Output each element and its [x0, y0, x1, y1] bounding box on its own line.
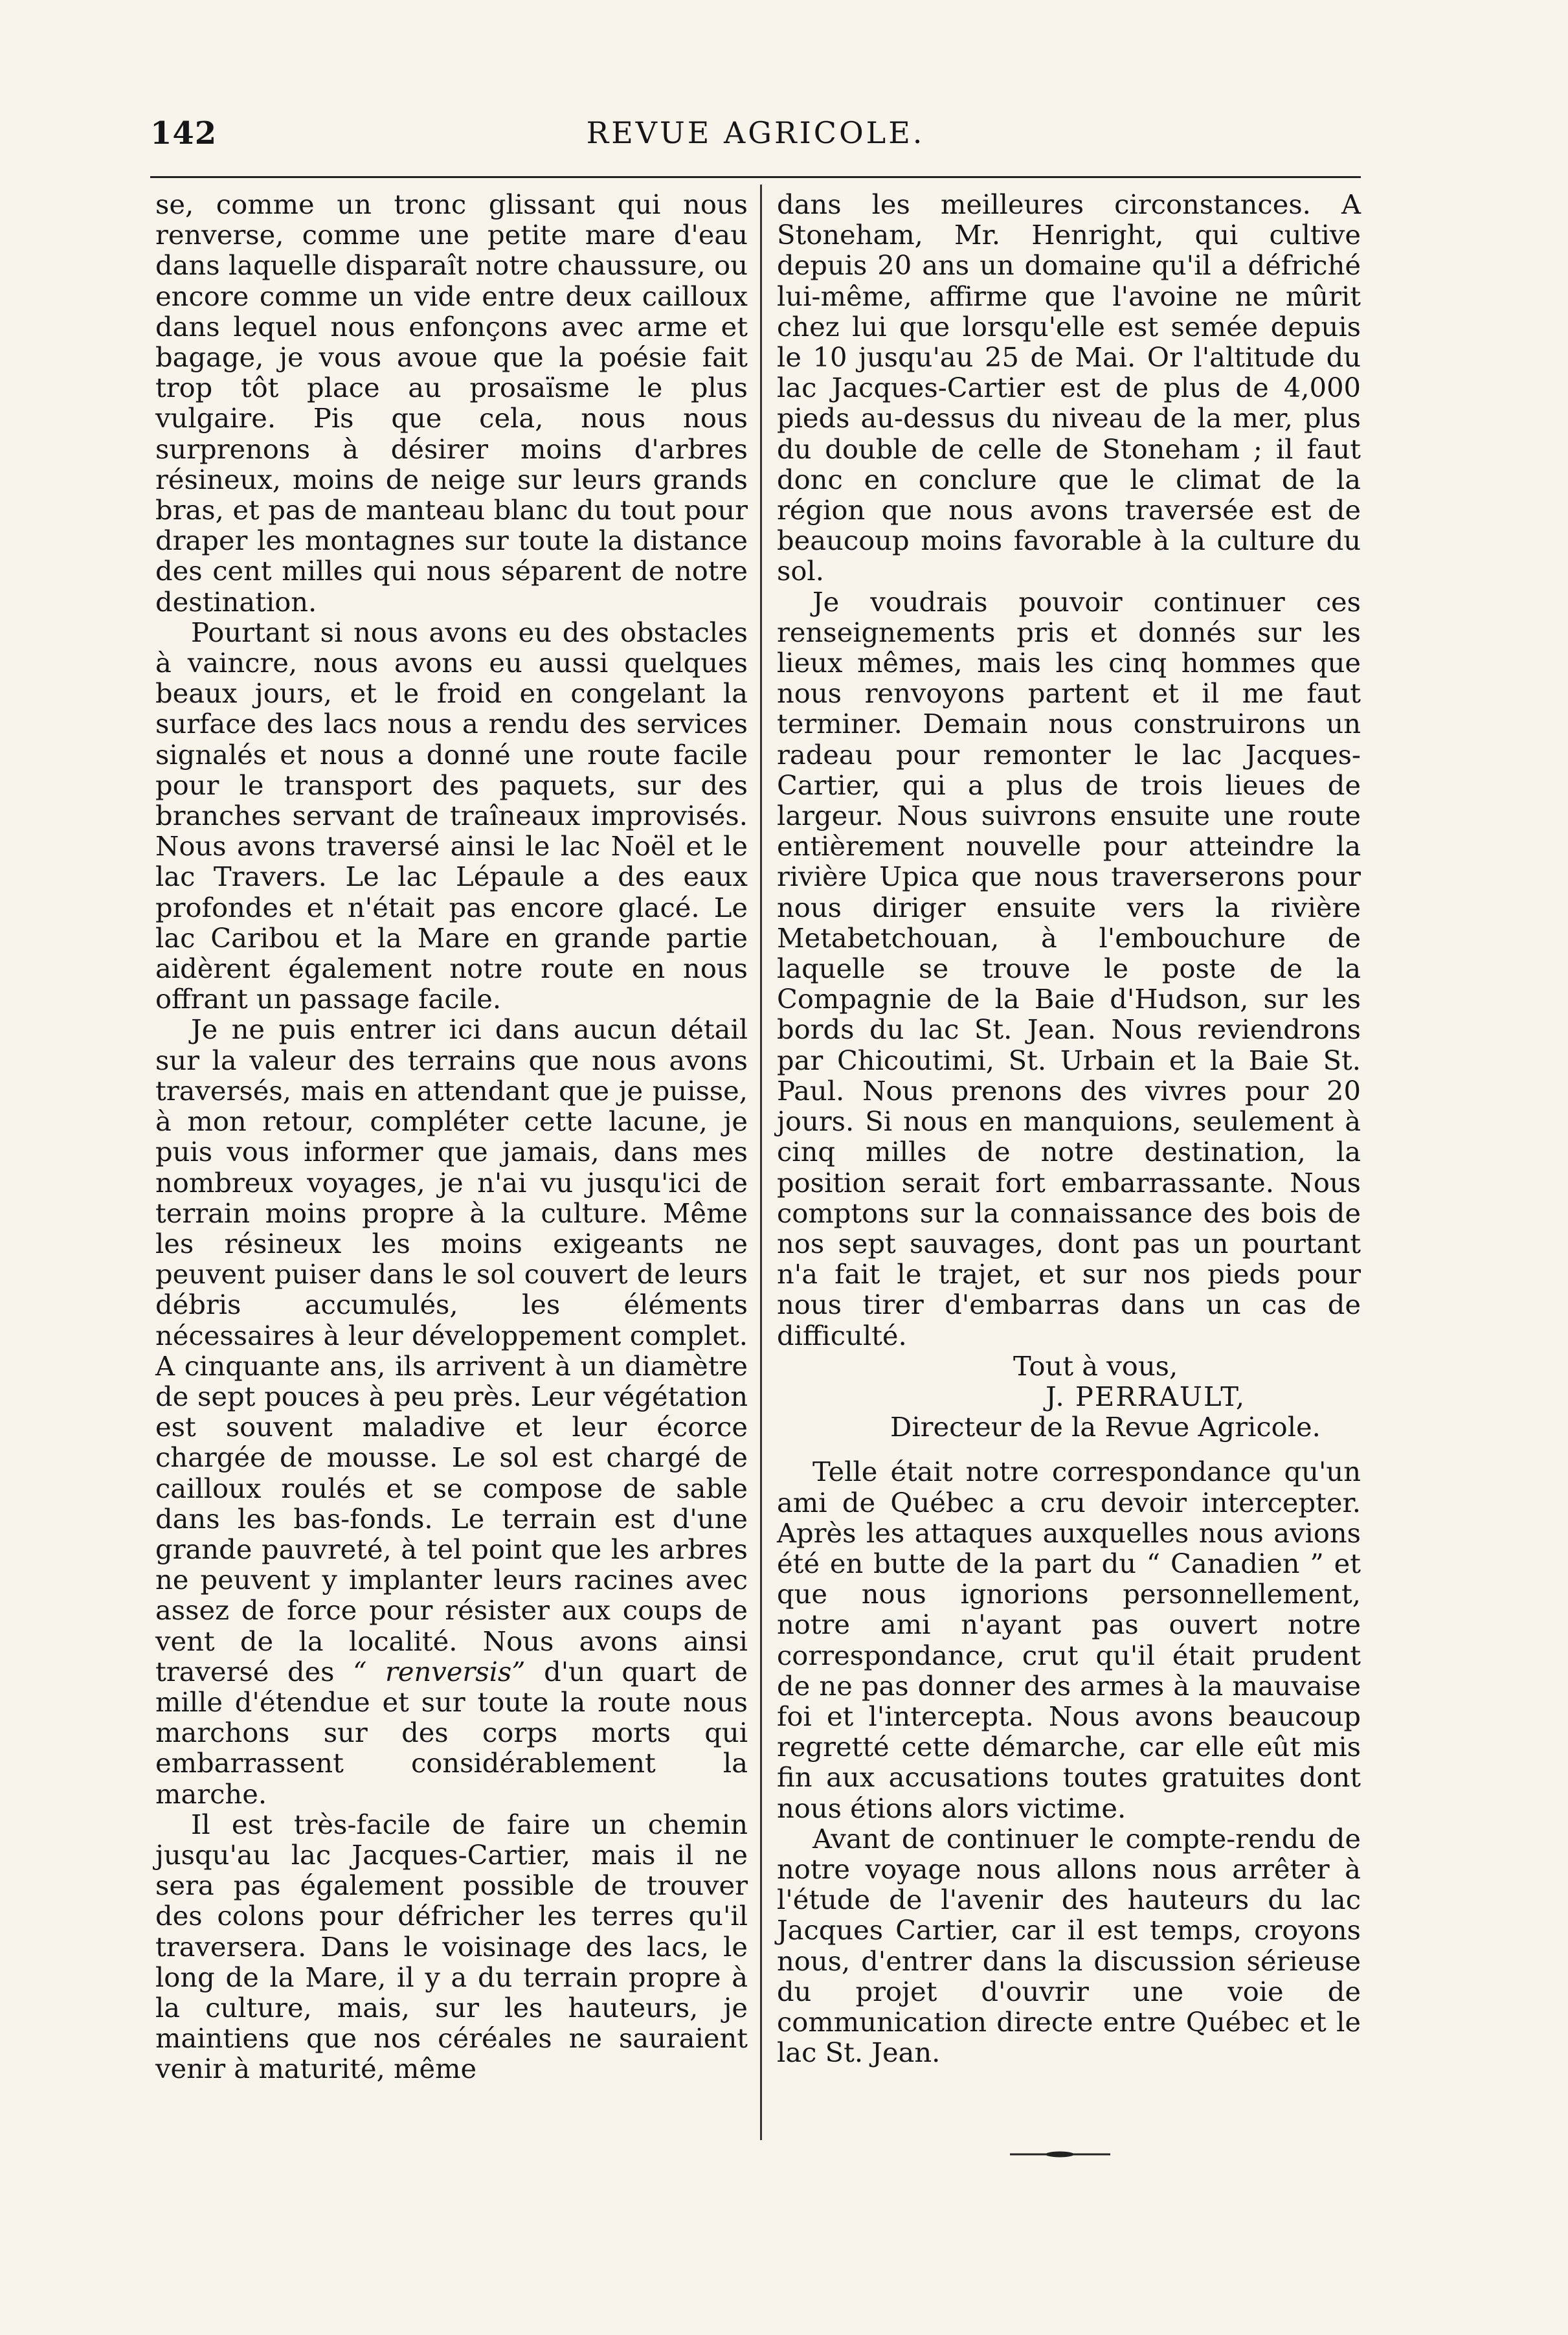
running-title: REVUE AGRICOLE.: [586, 115, 925, 150]
paragraph: Je voudrais pouvoir continuer ces renseignements pris et donnés sur les lieux mêmes, mais les cinq hommes que nous renvoyons partent et il me faut terminer. Demain nous construirons un radeau pour remonter le lac Jacques-Cartier, qui a plus de trois lieues de largeur. Nous suivrons ensuite une route entièrement nouvelle pour atteindre la rivière Upica que nous traverserons pour nous diriger ensuite vers la rivière Metabetchouan, à l'embouchure de laquelle se trouve le poste de la Compagnie de la Baie d'Hudson, sur les bords du lac St. Jean. Nous reviendrons par Chicoutimi, St. Urbain et la Baie St. Paul. Nous prenons des vivres pour 20 jours. Si nous en manquions, seulement à cinq milles de notre destination, la position serait fort embarrassante. Nous comptons sur la connaissance des bois de nos sept sauvages, dont pas un pourtant n'a fait le trajet, et sur nos pieds pour nous tirer d'embarras dans un cas de difficulté.: [777, 585, 1361, 1351]
signature-title: Directeur de la Revue Agricole.: [890, 1411, 1321, 1443]
paragraph: Telle était notre correspondance qu'un ami de Québec a cru devoir intercepter. Après les attaques auxquelles nous avions été en butte de la part du “ Canadien ” et que nous ignorions personnellement, notre ami n'ayant pas ouvert notre correspondance, crut qu'il était prudent de ne pas donner des armes à la mauvaise foi et l'interceptа. Nous avons beaucoup regretté cette démarche, car elle eût mis fin aux accusations toutes gratuites dont nous étions alors victime.: [777, 1456, 1361, 1824]
paragraph: dans les meilleures circonstances. A Stoneham, Mr. Henright, qui cultive depuis 20 ans un domaine qu'il a défriché lui-même, affirme que l'avoine ne mûrit chez lui que lorsqu'elle est semée depuis le 10 jusqu'au 25 de Mai. Or l'altitude du lac Jacques-Cartier est de plus de 4,000 pieds au-dessus du niveau de la mer, plus du double de celle de Stoneham ; il faut donc en conclure que le climat de la région que nous avons traversée est de beaucoup moins favorable à la culture du sol.: [777, 188, 1361, 587]
left-column: [155, 189, 748, 2084]
paragraph-text: d'un quart de mille d'étendue et sur toute la route nous marchons sur des corps morts qui embarrassent considérablement la marche.: [155, 1655, 748, 1810]
page-header: [150, 115, 1361, 161]
paragraph-text: Je ne puis entrer ici dans aucun détail sur la valeur des terrains que nous avons traversés, mais en attendant que je puisse, à mon retour, compléter cette lacune, je puis vous informer que jamais, dans mes nombreux voyages, je n'ai vu jusqu'ici de terrain moins propre à la culture. Même les résineux les moins exigeants ne peuvent puiser dans le sol couvert de leurs débris accumulés, les éléments nécessaires à leur développement complet. A cinquante ans, ils arrivent à un diamètre de sept pouces à peu près. Leur végétation est souvent maladive et leur écorce chargée de mousse. Le sol est chargé de cailloux roulés et se compose de sable dans les bas-fonds. Le terrain est d'une grande pauvreté, à tel point que les arbres ne peuvent y implanter leurs racines avec assez de force pour résister aux coups de vent de la localité. Nous avons ainsi traversé des: [155, 1013, 748, 1687]
paragraph: Pourtant si nous avons eu des obstacles à vaincre, nous avons eu aussi quelques beaux jours, et le froid en congelant la surface des lacs nous a rendu des services signalés et nous a donné une route facile pour le transport des paquets, sur des branches servant de traîneaux improvisés. Nous avons traversé ainsi le lac Noël et le lac Travers. Le lac Lépaule a des eaux profondes et n'était pas encore glacé. Le lac Caribou et la Mare en grande partie aidèrent également notre route en nous offrant un passage facile.: [155, 616, 748, 1015]
page-number: 142: [150, 115, 218, 152]
signature-name: J. PERRAULT,: [1046, 1380, 1246, 1412]
paragraph: [155, 1014, 748, 1809]
column-divider: [760, 185, 762, 2140]
paragraph: Il est très-facile de faire un chemin jusqu'au lac Jacques-Cartier, mais il ne sera pas également possible de trouver des colons pour défricher les terres qu'il traversera. Dans le voisinage des lacs, le long de la Mare, il y a du terrain propre à la culture, mais, sur les hauteurs, je maintiens que nos céréales ne sauraient venir à maturité, même: [155, 1808, 748, 2085]
end-ornament: [1010, 2151, 1110, 2158]
right-column: [777, 189, 1361, 2068]
header-rule: [150, 176, 1361, 178]
italic-term: “ renversis”: [353, 1655, 526, 1687]
paragraph: se, comme un tronc glissant qui nous renverse, comme une petite mare d'eau dans laquelle disparaît notre chaussure, ou encore comme un vide entre deux cailloux dans lequel nous enfonçons avec arme et bagage, je vous avoue que la poésie fait trop tôt place au prosaïsme le plus vulgaire. Pis que cela, nous nous surprenons à désirer moins d'arbres résineux, moins de neige sur leurs grands bras, et pas de manteau blanc du tout pour draper les montagnes sur toute la distance des cent milles qui nous séparent de notre destination.: [155, 188, 748, 618]
paragraph: Avant de continuer le compte-rendu de notre voyage nous allons nous arrêter à l'étude de l'avenir des hauteurs du lac Jacques Cartier, car il est temps, croyons nous, d'entrer dans la discussion sérieuse du projet d'ouvrir une voie de communication directe entre Québec et le lac St. Jean.: [777, 1822, 1361, 2069]
letter-closing: Tout à vous,: [1013, 1349, 1178, 1382]
